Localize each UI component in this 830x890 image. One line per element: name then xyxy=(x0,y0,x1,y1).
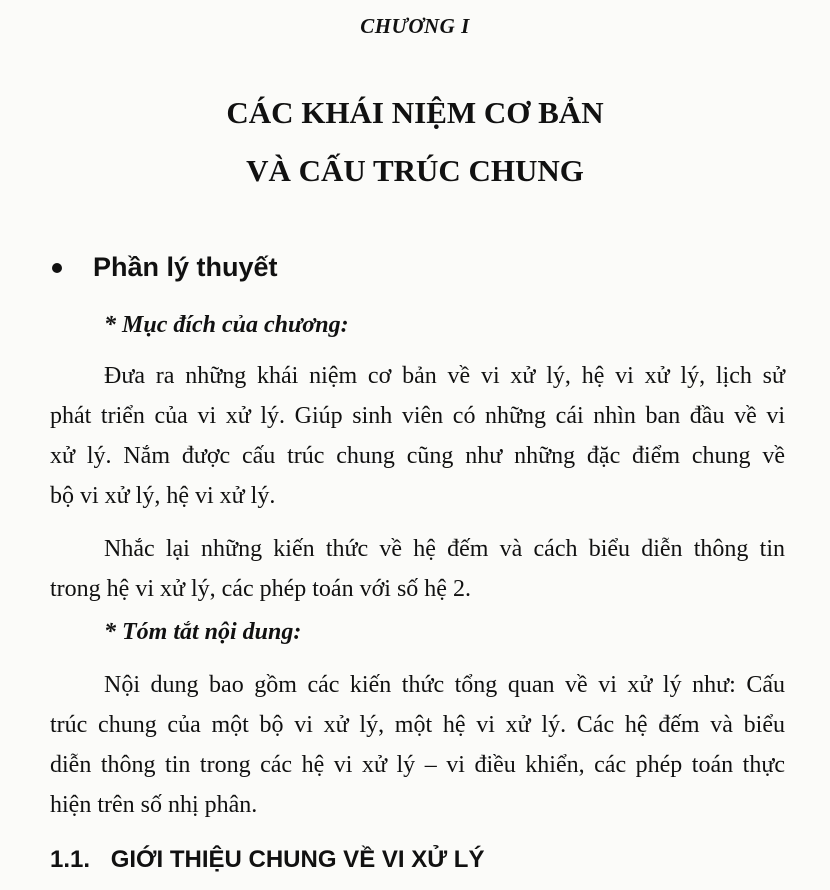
bullet-icon xyxy=(52,263,62,273)
paragraph-line: phát triển của vi xử lý. Giúp sinh viên có những cái nhìn ban đầu về vi xyxy=(50,403,785,429)
theory-heading-text: Phần lý thuyết xyxy=(93,252,278,282)
paragraph-line: diễn thông tin trong các hệ vi xử lý – vi điều khiển, các phép toán thực xyxy=(50,752,785,778)
paragraph-line: trúc chung của một bộ vi xử lý, một hệ vi xử lý. Các hệ đếm và biểu xyxy=(50,712,785,738)
summary-paragraph xyxy=(50,665,785,825)
chapter-title xyxy=(0,84,830,200)
section-heading xyxy=(50,846,484,874)
paragraph-line: xử lý. Nắm được cấu trúc chung cũng như những đặc điểm chung về xyxy=(50,443,785,469)
section-title-text: GIỚI THIỆU CHUNG VỀ VI XỬ LÝ xyxy=(110,846,485,873)
theory-heading xyxy=(52,252,278,283)
purpose-paragraph-1 xyxy=(50,356,785,516)
summary-heading: * Tóm tắt nội dung: xyxy=(104,619,302,645)
paragraph-line: hiện trên số nhị phân. xyxy=(50,792,258,818)
paragraph-line: bộ vi xử lý, hệ vi xử lý. xyxy=(50,483,276,509)
chapter-label: CHƯƠNG I xyxy=(360,14,470,38)
paragraph-line: Nội dung bao gồm các kiến thức tổng quan về vi xử lý như: Cấu xyxy=(104,672,785,698)
chapter-title-line-2: VÀ CẤU TRÚC CHUNG xyxy=(246,153,584,188)
paragraph-line: Đưa ra những khái niệm cơ bản về vi xử lý, hệ vi xử lý, lịch sử xyxy=(104,363,785,389)
chapter-title-line-1: CÁC KHÁI NIỆM CƠ BẢN xyxy=(226,95,604,130)
purpose-heading: * Mục đích của chương: xyxy=(104,312,349,338)
paragraph-line: trong hệ vi xử lý, các phép toán với số hệ 2. xyxy=(50,576,471,602)
paragraph-line: Nhắc lại những kiến thức về hệ đếm và cách biểu diễn thông tin xyxy=(104,536,785,562)
purpose-paragraph-2 xyxy=(50,529,785,609)
section-number: 1.1. xyxy=(50,846,91,873)
